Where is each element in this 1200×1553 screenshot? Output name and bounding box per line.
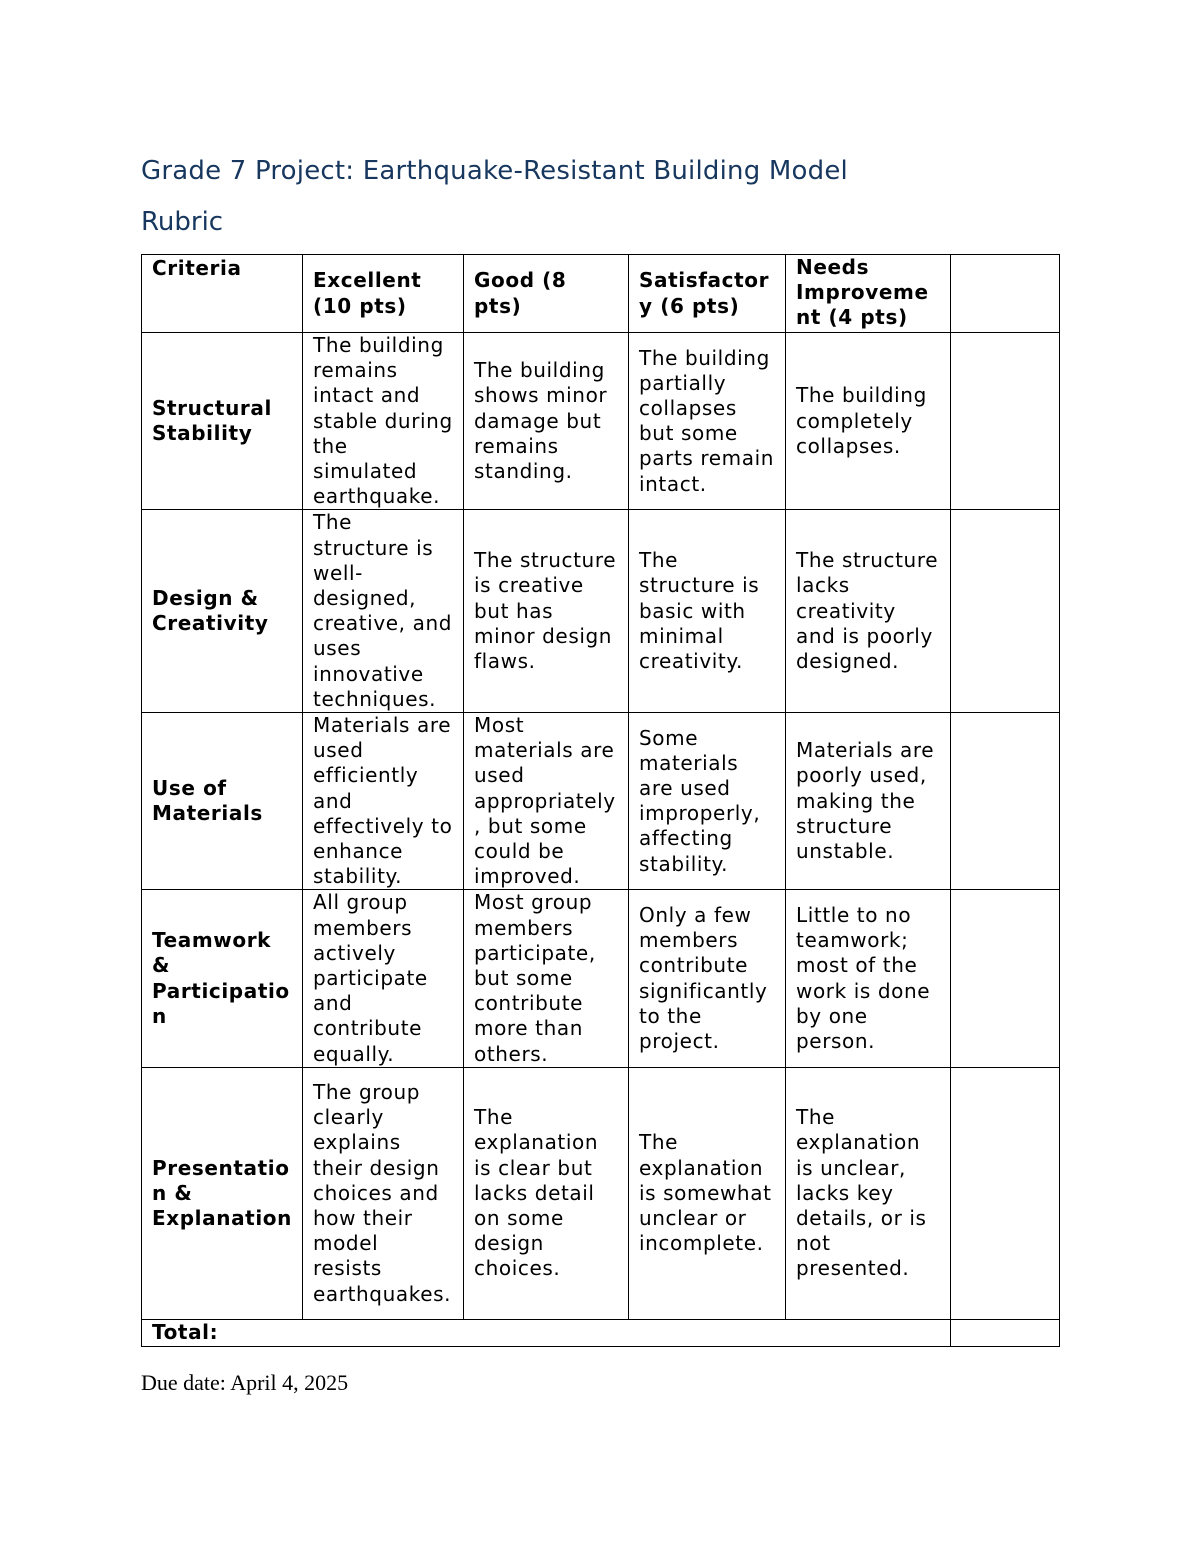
satisfactory-cell: The structure is basic with minimal creativity. bbox=[629, 510, 786, 713]
header-needs-improvement: Needs Improvement (4 pts) bbox=[786, 255, 951, 333]
table-row bbox=[142, 713, 1060, 890]
header-good: Good (8 pts) bbox=[464, 255, 629, 333]
excellent-cell: Materials are used efficiently and effectively to enhance stability. bbox=[303, 713, 464, 890]
satisfactory-cell: Some materials are used improperly, affecting stability. bbox=[629, 713, 786, 890]
table-row bbox=[142, 890, 1060, 1067]
rubric-header-row bbox=[142, 255, 1060, 333]
criterion-cell: Teamwork & Participation bbox=[142, 890, 303, 1067]
total-row bbox=[142, 1319, 1060, 1346]
table-row bbox=[142, 510, 1060, 713]
needs-improvement-cell: The building completely collapses. bbox=[786, 333, 951, 510]
criterion-cell: Presentation & Explanation bbox=[142, 1067, 303, 1319]
document-subtitle: Rubric bbox=[141, 207, 224, 237]
total-score-cell bbox=[951, 1319, 1060, 1346]
excellent-cell: The group clearly explains their design choices and how their model resists earthquakes. bbox=[303, 1067, 464, 1319]
score-cell bbox=[951, 510, 1060, 713]
table-row bbox=[142, 333, 1060, 510]
total-label: Total: bbox=[142, 1319, 951, 1346]
score-cell bbox=[951, 713, 1060, 890]
criterion-cell: Structural Stability bbox=[142, 333, 303, 510]
satisfactory-cell: The explanation is somewhat unclear or incomplete. bbox=[629, 1067, 786, 1319]
excellent-cell: The structure is well-designed, creative, and uses innovative techniques. bbox=[303, 510, 464, 713]
header-excellent: Excellent (10 pts) bbox=[303, 255, 464, 333]
needs-improvement-cell: The structure lacks creativity and is poorly designed. bbox=[786, 510, 951, 713]
needs-improvement-cell: The explanation is unclear, lacks key details, or is not presented. bbox=[786, 1067, 951, 1319]
needs-improvement-cell: Little to no teamwork; most of the work is done by one person. bbox=[786, 890, 951, 1067]
header-score bbox=[951, 255, 1060, 333]
good-cell: Most materials are used appropriately, but some could be improved. bbox=[464, 713, 629, 890]
good-cell: The explanation is clear but lacks detail on some design choices. bbox=[464, 1067, 629, 1319]
satisfactory-cell: The building partially collapses but some parts remain intact. bbox=[629, 333, 786, 510]
due-date: Due date: April 4, 2025 bbox=[141, 1370, 349, 1395]
good-cell: The building shows minor damage but remains standing. bbox=[464, 333, 629, 510]
rubric-table bbox=[141, 254, 1060, 1347]
good-cell: Most group members participate, but some contribute more than others. bbox=[464, 890, 629, 1067]
score-cell bbox=[951, 333, 1060, 510]
excellent-cell: The building remains intact and stable during the simulated earthquake. bbox=[303, 333, 464, 510]
header-satisfactory: Satisfactory (6 pts) bbox=[629, 255, 786, 333]
table-row bbox=[142, 1067, 1060, 1319]
header-criteria: Criteria bbox=[142, 255, 303, 333]
criterion-cell: Design & Creativity bbox=[142, 510, 303, 713]
satisfactory-cell: Only a few members contribute significantly to the project. bbox=[629, 890, 786, 1067]
needs-improvement-cell: Materials are poorly used, making the structure unstable. bbox=[786, 713, 951, 890]
document-title: Grade 7 Project: Earthquake-Resistant Building Model bbox=[141, 156, 848, 186]
excellent-cell: All group members actively participate and contribute equally. bbox=[303, 890, 464, 1067]
criterion-cell: Use of Materials bbox=[142, 713, 303, 890]
good-cell: The structure is creative but has minor design flaws. bbox=[464, 510, 629, 713]
score-cell bbox=[951, 1067, 1060, 1319]
score-cell bbox=[951, 890, 1060, 1067]
